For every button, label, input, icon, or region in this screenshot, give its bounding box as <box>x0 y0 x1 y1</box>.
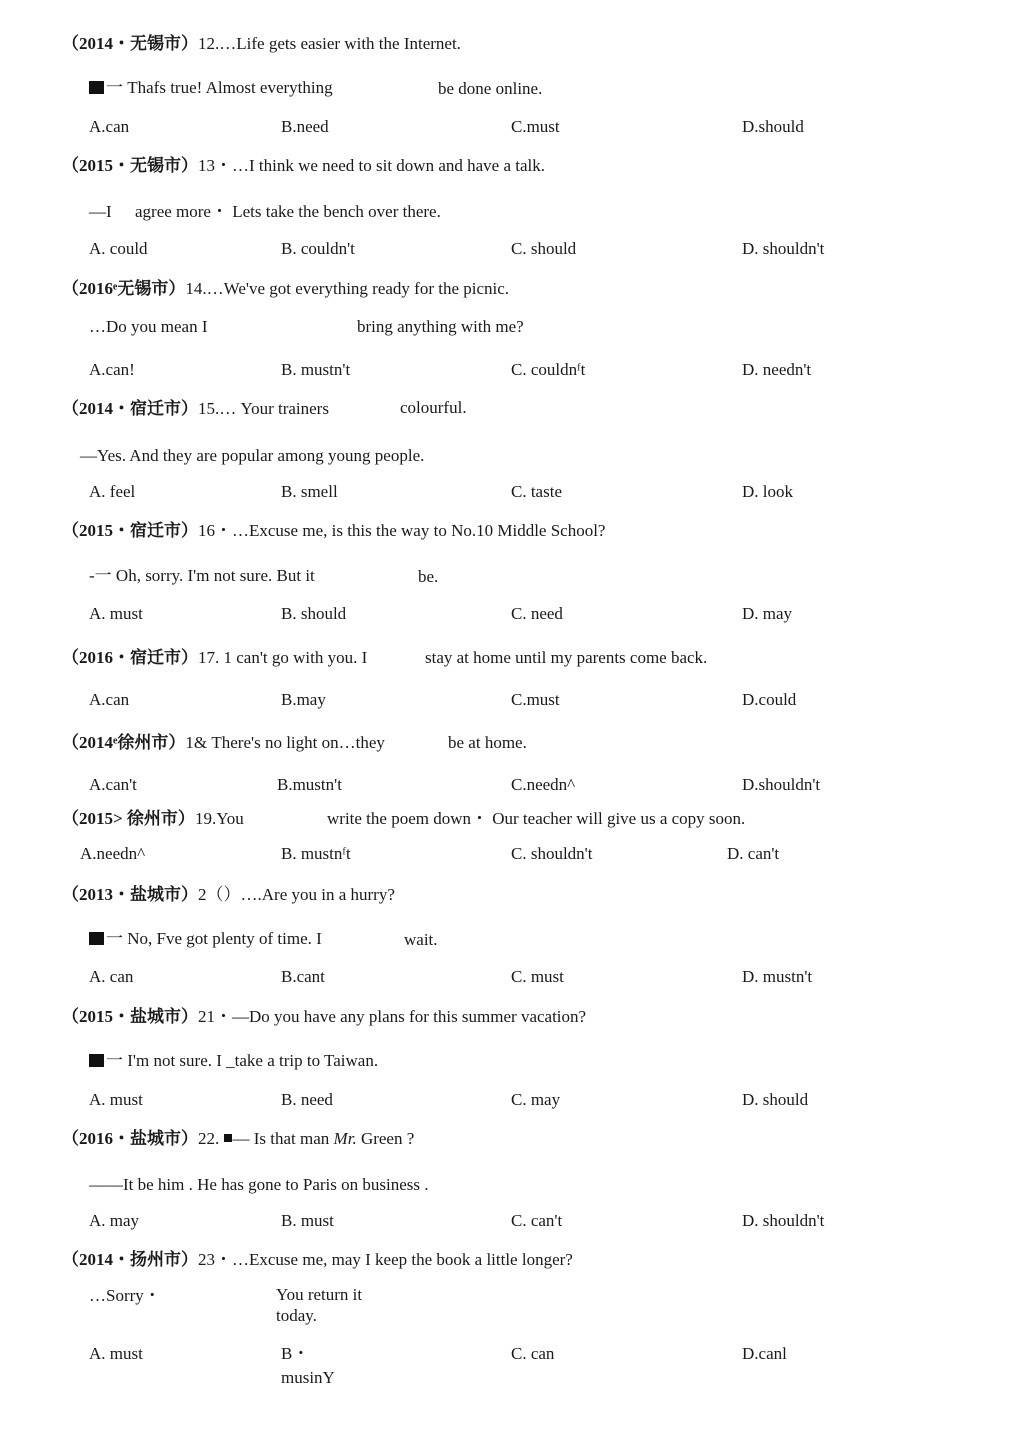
option-b: B・ <box>281 1344 310 1363</box>
option-c: C.must <box>511 117 560 136</box>
option-c: C. may <box>511 1090 561 1109</box>
question-source: （2014・宿迁市） <box>62 399 198 418</box>
question-source: （2015・宿迁市） <box>62 521 198 540</box>
reply-text: -一 Oh, sorry. I'm not sure. But it <box>89 566 315 585</box>
option-b: B.mustn't <box>277 775 342 794</box>
option-c: C.must <box>511 690 560 709</box>
option-d: D.shouldn't <box>742 775 821 794</box>
option-d: D. needn't <box>742 360 812 379</box>
question-stem: 16・…Excuse me, is this the way to No.10 Middle School? <box>198 521 606 540</box>
option-c: C. taste <box>511 482 562 501</box>
option-d: D. mustn't <box>742 967 813 986</box>
option-a: A.needn^ <box>80 844 146 863</box>
option-b: B. must <box>281 1211 334 1230</box>
question-stem: 19.You <box>194 809 244 828</box>
question-12-header <box>62 35 461 52</box>
stem-end: be at home. <box>448 733 527 752</box>
question-16-header <box>62 522 605 539</box>
option-c: C. can <box>511 1344 555 1363</box>
reply-text: —Yes. And they are popular among young people. <box>80 446 425 465</box>
option-d: D. may <box>742 604 793 623</box>
stem-end: write the poem down・ Our teacher will give us a copy soon. <box>327 809 746 828</box>
option-b: B. couldn't <box>281 239 355 258</box>
question-18-header <box>62 734 385 751</box>
reply-text: …Sorry・ <box>89 1286 161 1305</box>
option-a: A. can <box>89 967 134 986</box>
question-source: （2014ᵉ徐州市） <box>62 733 186 752</box>
reply-text: 一 I'm not sure. I _take a trip to Taiwan. <box>106 1051 379 1070</box>
option-a: A.can <box>89 117 130 136</box>
reply-text: …Do you mean I <box>89 317 208 336</box>
option-c: C. should <box>511 239 577 258</box>
question-stem: 22. <box>198 1129 220 1148</box>
option-a: A. feel <box>89 482 136 501</box>
question-source: （2014・扬州市） <box>62 1250 198 1269</box>
question-22-header <box>62 1130 414 1147</box>
option-d: D.could <box>742 690 797 709</box>
question-stem: 12.…Life gets easier with the Internet. <box>198 34 461 53</box>
option-a: A.can't <box>89 775 137 794</box>
option-c: C.needn^ <box>511 775 576 794</box>
option-b: B. should <box>281 604 347 623</box>
question-20-reply <box>89 930 322 947</box>
option-a: A. could <box>89 239 148 258</box>
option-d: D.should <box>742 117 804 136</box>
option-c: C. must <box>511 967 564 986</box>
question-20-header <box>62 886 395 903</box>
question-source: （2016・宿迁市） <box>62 648 198 667</box>
question-stem: 21・—Do you have any plans for this summer vacation? <box>198 1007 587 1026</box>
question-23-header <box>62 1251 573 1268</box>
option-c: C. need <box>511 604 563 623</box>
option-b: B.need <box>281 117 329 136</box>
question-21-reply <box>89 1052 378 1069</box>
option-a: A. must <box>89 1344 143 1363</box>
option-b: B.may <box>281 690 326 709</box>
question-stem: 23・…Excuse me, may I keep the book a little longer? <box>198 1250 573 1269</box>
reply-end: be. <box>418 567 439 586</box>
question-stem: 1& There's no light on…they <box>185 733 385 752</box>
question-21-header <box>62 1008 586 1025</box>
stem-end: stay at home until my parents come back. <box>425 648 708 667</box>
reply-end: bring anything with me? <box>357 317 524 336</box>
question-19-header <box>62 810 244 827</box>
reply-blank-text: You return it <box>276 1285 363 1304</box>
question-stem: 13・…I think we need to sit down and have a talk. <box>198 156 546 175</box>
reply-text: 一 No, Fve got plenty of time. I <box>106 929 322 948</box>
option-b: B. mustn't <box>281 360 351 379</box>
option-d: D. shouldn't <box>742 1211 825 1230</box>
question-source: （2013・盐城市） <box>62 885 198 904</box>
question-stem: 17. 1 can't go with you. I <box>198 648 368 667</box>
reply-end: agree more・ Lets take the bench over there. <box>135 202 441 221</box>
option-c: C. shouldn't <box>511 844 593 863</box>
black-square-icon <box>89 1054 104 1067</box>
question-source: （2015・无锡市） <box>62 156 198 175</box>
option-d: D. should <box>742 1090 809 1109</box>
question-stem: 15.… Your trainers <box>198 399 329 418</box>
option-b: B. need <box>281 1090 333 1109</box>
option-a: A.can! <box>89 360 135 379</box>
question-15-header <box>62 400 329 417</box>
option-b: B. smell <box>281 482 338 501</box>
option-d: D. can't <box>727 844 780 863</box>
option-a: A. must <box>89 1090 143 1109</box>
option-a: A.can <box>89 690 130 709</box>
question-stem-end: Green ? <box>360 1129 415 1148</box>
option-b-line-2: musinY <box>281 1368 335 1387</box>
question-source: （2016・盐城市） <box>62 1129 198 1148</box>
black-square-icon <box>89 81 104 94</box>
question-13-header <box>62 157 545 174</box>
option-d: D.canl <box>742 1344 787 1363</box>
question-source: （2015・盐城市） <box>62 1007 198 1026</box>
reply-text: 一 Thafs true! Almost everything <box>106 78 333 97</box>
black-square-icon <box>89 932 104 945</box>
question-stem-part: — Is that man <box>232 1129 330 1148</box>
reply-text: —I <box>89 202 112 221</box>
option-a: A. must <box>89 604 143 623</box>
question-stem-italic: Mr. <box>333 1129 357 1148</box>
question-17-header <box>62 649 367 666</box>
question-source: （2016ᵉ无锡市） <box>62 279 186 298</box>
option-d: D. look <box>742 482 793 501</box>
reply-end: wait. <box>404 930 438 949</box>
small-square-icon <box>224 1134 232 1142</box>
option-d: D. shouldn't <box>742 239 825 258</box>
reply-end: be done online. <box>438 79 543 98</box>
question-stem: 2（）….Are you in a hurry? <box>198 885 395 904</box>
question-12-reply <box>89 79 333 96</box>
question-stem: 14.…We've got everything ready for the picnic. <box>185 279 510 298</box>
option-c: C. can't <box>511 1211 563 1230</box>
question-14-header <box>62 280 509 297</box>
question-source: （2014・无锡市） <box>62 34 198 53</box>
option-c: C. couldnᶠt <box>511 360 586 379</box>
reply-text: ——It be him . He has gone to Paris on business . <box>89 1175 429 1194</box>
reply-blank-text-2: today. <box>276 1306 317 1325</box>
option-b: B.cant <box>281 967 325 986</box>
stem-end: colourful. <box>400 398 467 417</box>
option-a: A. may <box>89 1211 140 1230</box>
question-source: （2015> 徐州市） <box>62 809 195 828</box>
option-b: B. mustnᶠt <box>281 844 351 863</box>
